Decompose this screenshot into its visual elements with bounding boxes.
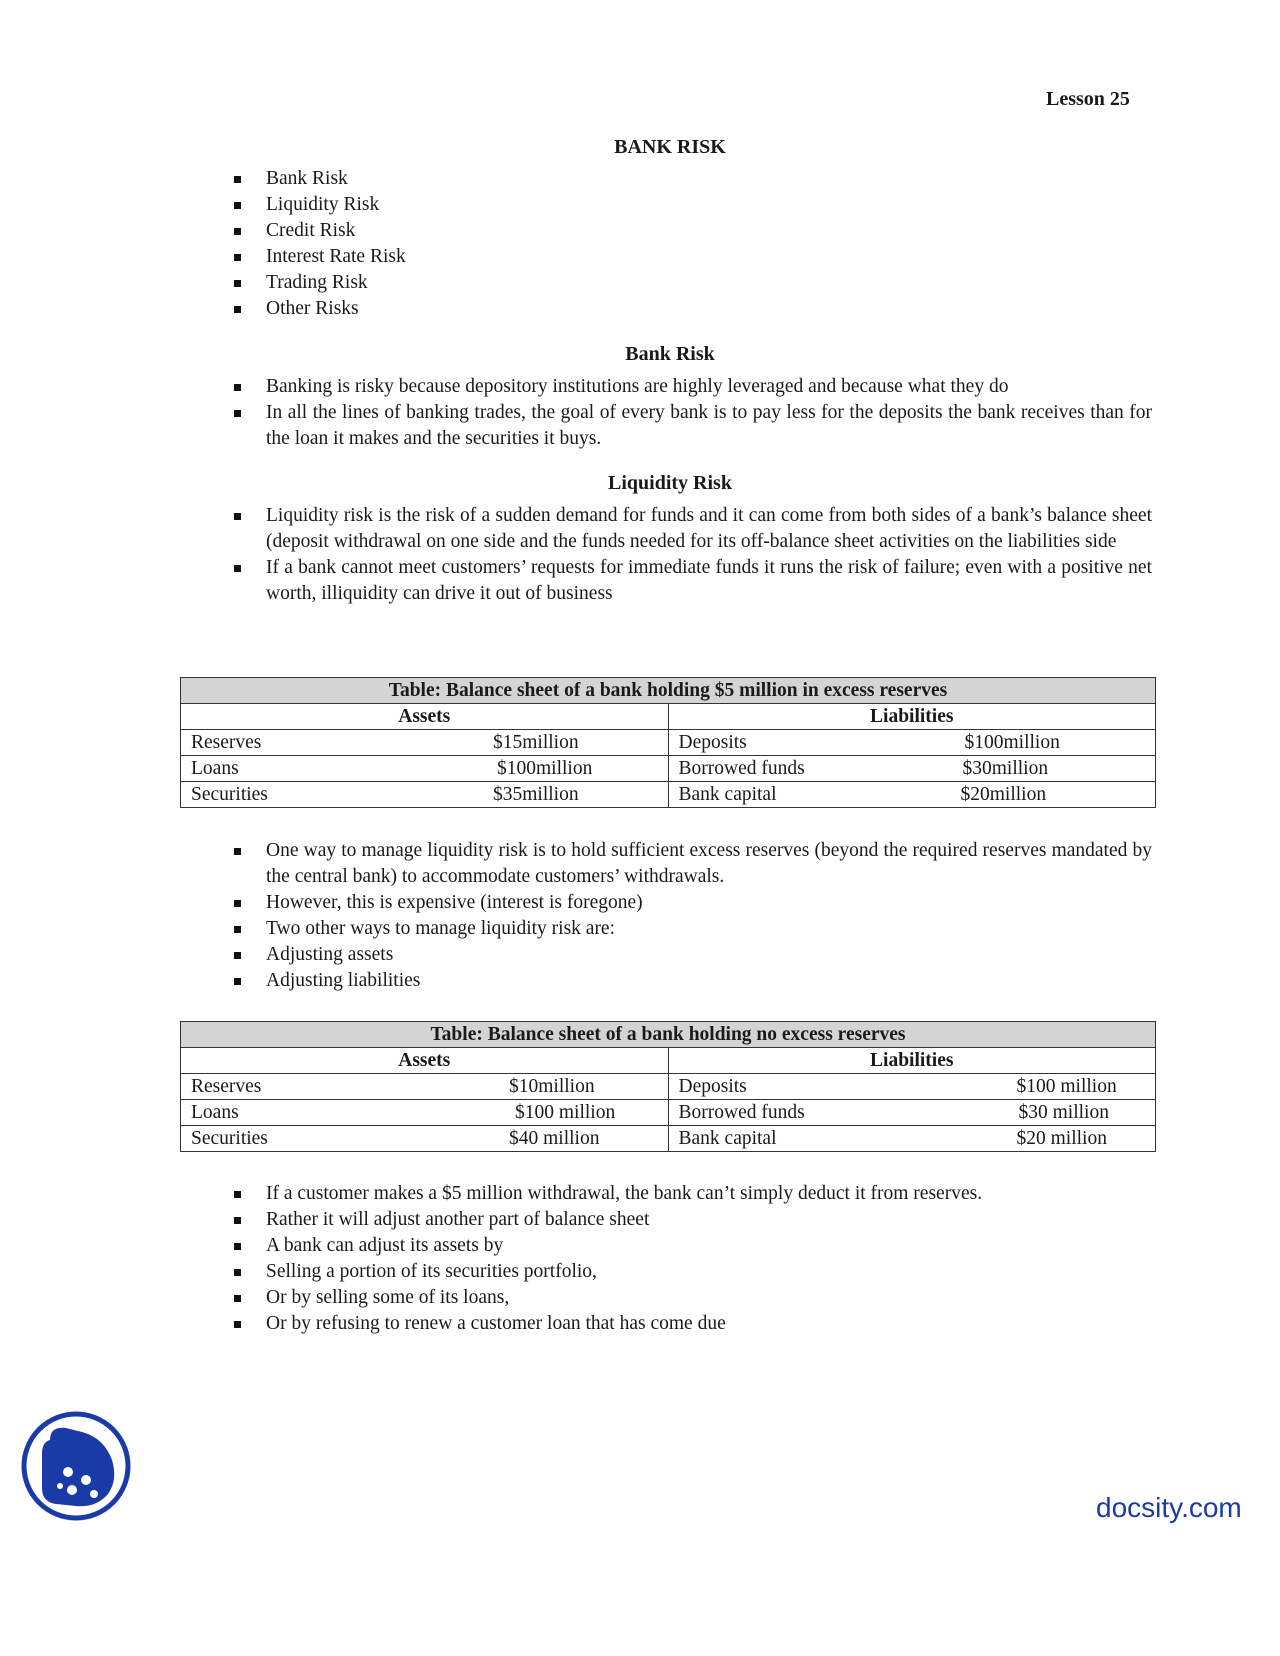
- liability-label: Bank capital: [678, 783, 777, 805]
- table-row: [181, 730, 1156, 756]
- list-item: In all the lines of banking trades, the goal of every bank is to pay less for the deposits the bank receives than for the loan it makes and the securities it buys.: [232, 400, 1152, 452]
- table-caption: Table: Balance sheet of a bank holding $5 million in excess reserves: [181, 678, 1156, 704]
- bullet-icon: [234, 1191, 241, 1198]
- liability-value: $100million: [964, 731, 1060, 753]
- asset-value: $15million: [493, 731, 579, 753]
- bullet-icon: [234, 900, 241, 907]
- list-item: If a bank cannot meet customers’ requests for immediate funds it runs the risk of failure; even with a positive net worth, illiquidity can drive it out of business: [232, 555, 1152, 607]
- bullet-icon: [234, 384, 241, 391]
- docsity-watermark[interactable]: docsity.com: [1096, 1492, 1242, 1523]
- table-row: [181, 782, 1156, 808]
- asset-label: Securities: [191, 783, 268, 805]
- list-item: If a customer makes a $5 million withdrawal, the bank can’t simply deduct it from reserves.: [232, 1181, 1152, 1207]
- withdrawal-list: [232, 1181, 1152, 1337]
- list-item: Adjusting assets: [232, 942, 1152, 968]
- bullet-icon: [234, 848, 241, 855]
- list-item: Two other ways to manage liquidity risk are:: [232, 916, 1152, 942]
- assets-header: Assets: [181, 1048, 669, 1074]
- docsity-logo-icon[interactable]: [20, 1410, 132, 1522]
- list-item: Liquidity risk is the risk of a sudden demand for funds and it can come from both sides of a bank’s balance sheet (deposit withdrawal on one side and the funds needed for its off-balance sheet activities on the liabilities side: [232, 503, 1152, 555]
- table-caption: Table: Balance sheet of a bank holding no excess reserves: [181, 1022, 1156, 1048]
- asset-value: $35million: [493, 783, 579, 805]
- asset-label: Loans: [191, 1101, 239, 1123]
- asset-label: Loans: [191, 757, 239, 779]
- manage-liquidity-list: [232, 838, 1152, 994]
- bullet-icon: [234, 280, 241, 287]
- bank-risk-list: [232, 374, 1152, 452]
- page-title: BANK RISK: [614, 136, 726, 158]
- list-item: Other Risks: [232, 296, 1152, 322]
- bullet-icon: [234, 565, 241, 572]
- bullet-icon: [234, 1321, 241, 1328]
- assets-header: Assets: [181, 704, 669, 730]
- bank-risk-heading: Bank Risk: [625, 343, 715, 365]
- bullet-icon: [234, 306, 241, 313]
- asset-value: $100 million: [515, 1101, 616, 1123]
- bullet-icon: [234, 926, 241, 933]
- liabilities-header: Liabilities: [668, 704, 1156, 730]
- asset-label: Reserves: [191, 731, 262, 753]
- liability-label: Bank capital: [678, 1127, 777, 1149]
- table-row: [181, 1074, 1156, 1100]
- list-item: Interest Rate Risk: [232, 244, 1152, 270]
- asset-label: Reserves: [191, 1075, 262, 1097]
- balance-sheet-table-excess-reserves: [180, 677, 1156, 808]
- list-item: Liquidity Risk: [232, 192, 1152, 218]
- list-item: A bank can adjust its assets by: [232, 1233, 1152, 1259]
- bullet-icon: [234, 176, 241, 183]
- list-item: Bank Risk: [232, 166, 1152, 192]
- bullet-icon: [234, 228, 241, 235]
- liability-label: Deposits: [678, 1075, 747, 1097]
- liquidity-risk-heading: Liquidity Risk: [608, 472, 732, 494]
- bullet-icon: [234, 1269, 241, 1276]
- liability-value: $30 million: [1018, 1101, 1109, 1123]
- bullet-icon: [234, 202, 241, 209]
- asset-label: Securities: [191, 1127, 268, 1149]
- list-item: Or by selling some of its loans,: [232, 1285, 1152, 1311]
- asset-value: $40 million: [509, 1127, 600, 1149]
- bullet-icon: [234, 513, 241, 520]
- balance-sheet-table-no-excess-reserves: [180, 1021, 1156, 1152]
- list-item: Or by refusing to renew a customer loan that has come due: [232, 1311, 1152, 1337]
- bullet-icon: [234, 1243, 241, 1250]
- list-item: One way to manage liquidity risk is to hold sufficient excess reserves (beyond the required reserves mandated by the central bank) to accommodate customers’ withdrawals.: [232, 838, 1152, 890]
- asset-value: $100million: [497, 757, 593, 779]
- liability-value: $30million: [962, 757, 1049, 779]
- bullet-icon: [234, 952, 241, 959]
- bullet-icon: [234, 1295, 241, 1302]
- topics-list: [232, 166, 1152, 322]
- list-item: Trading Risk: [232, 270, 1152, 296]
- liquidity-risk-list: [232, 503, 1152, 607]
- liability-value: $100 million: [1016, 1075, 1117, 1097]
- liability-label: Deposits: [678, 731, 747, 753]
- list-item: Credit Risk: [232, 218, 1152, 244]
- list-item: Rather it will adjust another part of balance sheet: [232, 1207, 1152, 1233]
- liability-label: Borrowed funds: [678, 757, 805, 779]
- list-item: Adjusting liabilities: [232, 968, 1152, 994]
- list-item: Selling a portion of its securities portfolio,: [232, 1259, 1152, 1285]
- bullet-icon: [234, 978, 241, 985]
- list-item: Banking is risky because depository institutions are highly leveraged and because what they do: [232, 374, 1152, 400]
- liability-value: $20 million: [1016, 1127, 1107, 1149]
- bullet-icon: [234, 410, 241, 417]
- liabilities-header: Liabilities: [668, 1048, 1156, 1074]
- list-item: However, this is expensive (interest is foregone): [232, 890, 1152, 916]
- asset-value: $10million: [509, 1075, 595, 1097]
- bullet-icon: [234, 254, 241, 261]
- liability-label: Borrowed funds: [678, 1101, 805, 1123]
- table-row: [181, 1126, 1156, 1152]
- liability-value: $20million: [960, 783, 1047, 805]
- bullet-icon: [234, 1217, 241, 1224]
- table-row: [181, 756, 1156, 782]
- table-row: [181, 1100, 1156, 1126]
- lesson-number: Lesson 25: [1046, 88, 1130, 110]
